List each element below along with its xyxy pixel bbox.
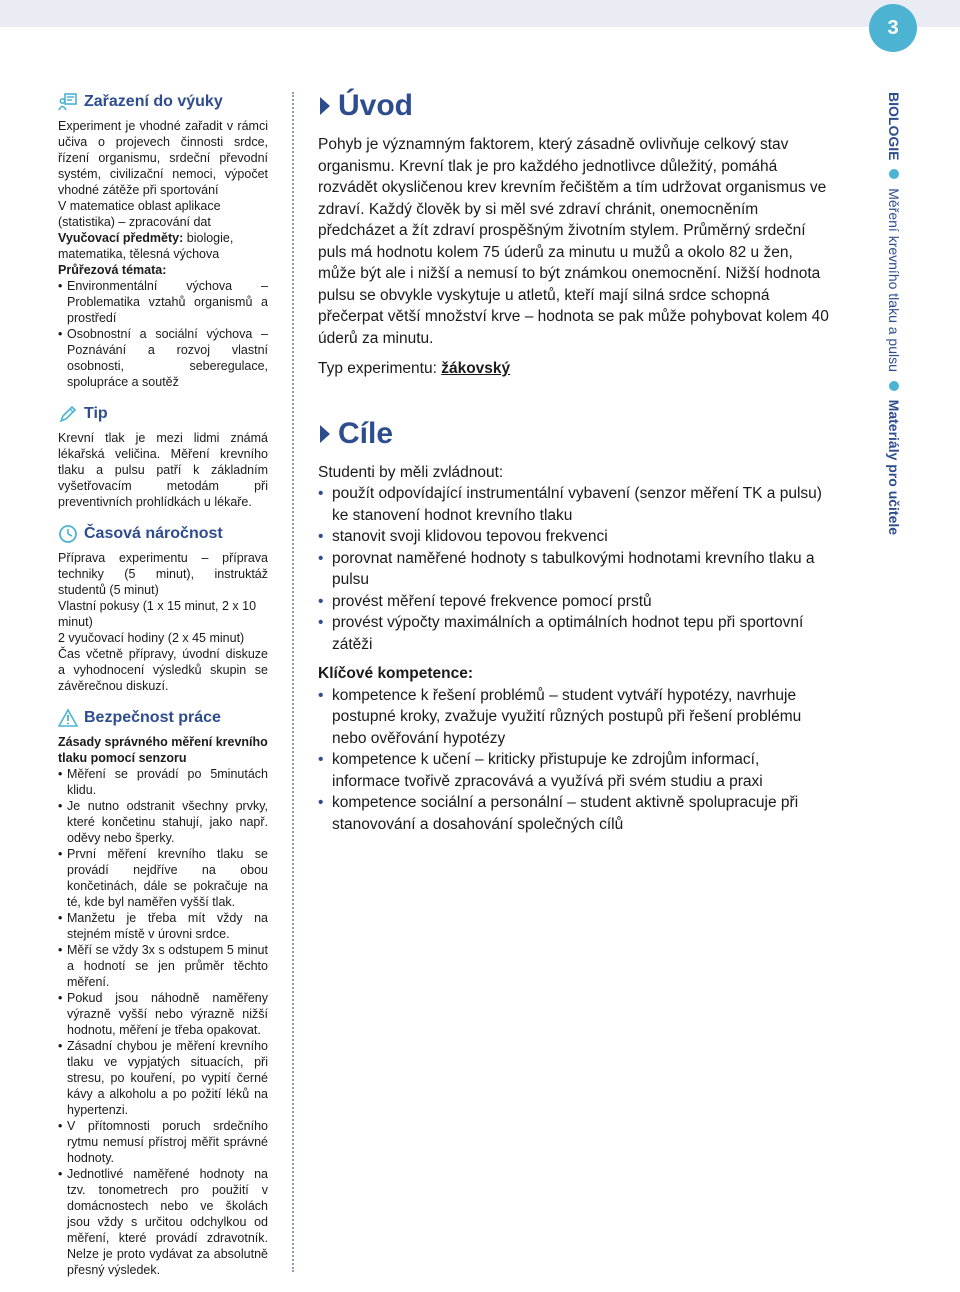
- list-item: • porovnat naměřené hodnoty s tabulkovými hodnotami krevního tlaku a pulsu: [318, 548, 830, 591]
- side-dot: [889, 381, 899, 391]
- list-item: • Jednotlivé naměřené hodnoty na tzv. tonometrech pro použití v domácnostech nebo ve školách jsou vždy s určitou odchylkou od měření, které provádí zdravotník. Nelze je proto vydávat za absolutně přesný výsledek.: [58, 1166, 268, 1278]
- experiment-type: Typ experimentu: žákovský: [318, 360, 511, 377]
- section-tip: [58, 404, 268, 510]
- list-item: • Environmentální výchova – Problematika vztahů organismů a prostředí: [58, 278, 268, 326]
- side-audience: Materiály pro učitele: [886, 399, 902, 536]
- list-item: • provést výpočty maximálních a optimálních hodnot tepu při sportovní zátěži: [318, 612, 830, 655]
- list-item: • Je nutno odstranit všechny prvky, které končetinu stahují, jako např. oděvy nebo šperky.: [58, 798, 268, 846]
- side-dot: [889, 169, 899, 179]
- section-bezpecnost: [58, 708, 268, 1278]
- casova-line: 2 vyučovací hodiny (2 x 45 minut): [58, 631, 245, 645]
- tip-text: Krevní tlak je mezi lidmi známá lékařská veličina. Měření krevního tlaku a pulsu patří k základním vyšetřovacím metodám při preventivních prohlídkách u lékaře.: [58, 431, 268, 509]
- heading-marker-icon: [318, 423, 332, 445]
- section-zarazeni: [58, 92, 268, 390]
- section-title: Tip: [84, 405, 108, 422]
- list-item: • Osobnostní a sociální výchova – Poznávání a rozvoj vlastní osobnosti, seberegulace, spolupráce a soutěž: [58, 326, 268, 390]
- subjects-value: biologie, matematika, tělesná výchova: [58, 231, 234, 261]
- list-item: • Měří se vždy 3x s odstupem 5 minut a hodnotí se jen průměr těchto měření.: [58, 942, 268, 990]
- left-sidebar: [58, 92, 268, 1292]
- casova-line: Příprava experimentu – příprava techniky (5 minut), instruktáž studentů (5 minut): [58, 551, 268, 597]
- themes-label: Průřezová témata:: [58, 263, 167, 277]
- casova-line: Vlastní pokusy (1 x 15 minut, 2 x 10 minut): [58, 599, 257, 629]
- clock-icon: [58, 524, 78, 544]
- section-title: Zařazení do výuky: [84, 93, 223, 110]
- classroom-icon: [58, 92, 78, 112]
- zarazeni-math: V matematice oblast aplikace (statistika) – zpracování dat: [58, 199, 221, 229]
- cile-heading: Cíle: [318, 416, 830, 452]
- zarazeni-text: Experiment je vhodné zařadit v rámci učiva o projevech činnosti srdce, řízení organismu, srdeční převodní systém, civilizační nemoci, výpočet vhodné zátěže při sportování: [58, 119, 268, 197]
- list-item: • Měření se provádí po 5minutách klidu.: [58, 766, 268, 798]
- list-item: • kompetence k řešení problémů – student vytváří hypotézy, navrhuje postupné kroky, zvažuje využití různých postupů při řešení problému nebo ověřování hypotézy: [318, 685, 830, 750]
- cile-intro: Studenti by měli zvládnout:: [318, 463, 504, 481]
- subjects-label: Vyučovací předměty:: [58, 231, 184, 245]
- casova-line: Čas včetně přípravy, úvodní diskuze a vyhodnocení výsledků skupin se závěrečnou diskuzí.: [58, 647, 268, 693]
- side-label: [884, 92, 904, 535]
- page-number-badge: 3: [869, 4, 917, 52]
- uvod-text: Pohyb je významným faktorem, který zásadně ovlivňuje celkový stav organismu. Krevní tlak je pro každého jednotlivce důležitý, pomáhá rozvádět okysličenou krev krevním řečištěm a tím udržovat organismus ve zdraví. Každý člověk by si měl své zdraví chránit, onemocněním předcházet a žít zdraví prospěšným životním stylem. Průměrný srdeční puls má hodnotu kolem 75 úderů za minutu u mužů a okolo 82 u žen, může být ale i nižší a nemusí to být známkou onemocnění. Nižší hodnota pulsu se obvykle vyskytuje u atletů, kteří mají silná srdce schopná přečerpat větší množství krve – hodnota se pak může pohybovat kolem 40 úderů za minutu.: [318, 136, 829, 347]
- list-item: • V přítomnosti poruch srdečního rytmu nemusí přístroj měřit správné hodnoty.: [58, 1118, 268, 1166]
- heading-marker-icon: [318, 95, 332, 117]
- list-item: • kompetence k učení – kriticky přistupuje ke zdrojům informací, informace tvořivě zpracovává a využívá při svém studiu a praxi: [318, 749, 830, 792]
- column-divider: [292, 92, 294, 1272]
- list-item: • První měření krevního tlaku se provádí nejdříve na obou končetinách, dále se pokračuje na té, kde byl naměřen vyšší tlak.: [58, 846, 268, 910]
- list-item: • kompetence sociální a personální – student aktivně spolupracuje při stanovování a dosahování společných cílů: [318, 792, 830, 835]
- kk-label: Klíčové kompetence:: [318, 665, 474, 682]
- list-item: • použít odpovídající instrumentální vybavení (senzor měření TK a pulsu) ke stanovení hodnot krevního tlaku: [318, 483, 830, 526]
- list-item: • Manžetu je třeba mít vždy na stejném místě v úrovni srdce.: [58, 910, 268, 942]
- list-item: • stanovit svoji klidovou tepovou frekvenci: [318, 526, 830, 548]
- uvod-heading: Úvod: [318, 88, 830, 124]
- section-casova: [58, 524, 268, 694]
- top-bar: [0, 0, 960, 27]
- pencil-icon: [58, 404, 78, 424]
- list-item: • Pokud jsou náhodně naměřeny výrazně vyšší nebo výrazně nižší hodnotu, měření je třeba opakovat.: [58, 990, 268, 1038]
- side-subject: BIOLOGIE: [886, 92, 902, 161]
- experiment-type-value: žákovský: [441, 360, 511, 377]
- main-content: [318, 88, 830, 835]
- list-item: • provést měření tepové frekvence pomocí prstů: [318, 591, 830, 613]
- bezpecnost-subtitle: Zásady správného měření krevního tlaku pomocí senzoru: [58, 735, 268, 765]
- section-title: Bezpečnost práce: [84, 709, 221, 726]
- side-topic: Měření krevního tlaku a pulsu: [886, 188, 902, 372]
- section-title: Časová náročnost: [84, 525, 223, 542]
- list-item: • Zásadní chybou je měření krevního tlaku ve vypjatých situacích, při stresu, po kouření, po vypití černé kávy a alkoholu a po požití léků na hypertenzi.: [58, 1038, 268, 1118]
- warning-icon: [58, 708, 78, 728]
